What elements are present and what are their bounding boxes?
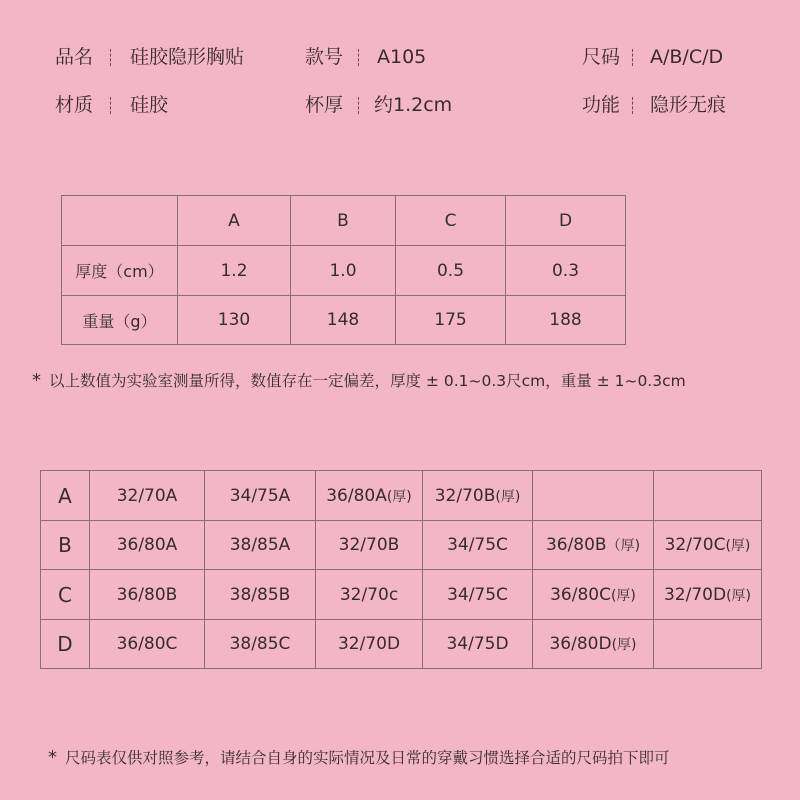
size-cell <box>654 620 762 669</box>
size-row-b <box>41 521 762 570</box>
spec-column-header: B <box>291 196 396 246</box>
measurement-note-text: 以上数值为实验室测量所得，数值存在一定偏差，厚度 ± 0.1~0.3尺cm，重量 ± 1~0.3cm <box>49 372 686 390</box>
size-cell: 34/75C <box>423 521 533 570</box>
size-cell: 32/70B(厚) <box>423 471 533 521</box>
size-cell: 38/85C <box>205 620 316 669</box>
info-value-name: 硅胶隐形胸贴 <box>130 46 245 68</box>
size-row-a <box>41 471 762 521</box>
spec-table <box>61 195 626 345</box>
spec-cell: 0.3 <box>506 246 626 296</box>
size-cell: 38/85B <box>205 570 316 620</box>
spec-corner-cell <box>62 196 178 246</box>
size-cell: 36/80A(厚) <box>316 471 423 521</box>
info-label-style: 款号 <box>305 46 344 68</box>
size-cell: 32/70c <box>316 570 423 620</box>
divider <box>358 49 359 66</box>
asterisk-icon: * <box>48 747 57 768</box>
spec-row-label: 厚度（cm） <box>62 246 178 296</box>
spec-cell: 148 <box>291 296 396 345</box>
measurement-note <box>32 371 686 391</box>
size-cell: 32/70D <box>316 620 423 669</box>
spec-cell: 175 <box>396 296 506 345</box>
info-label-material: 材质 <box>55 94 94 116</box>
size-cell: 32/70C(厚) <box>654 521 762 570</box>
info-value-material: 硅胶 <box>130 94 169 116</box>
spec-cell: 188 <box>506 296 626 345</box>
cup-label: B <box>41 521 90 570</box>
divider <box>632 49 633 66</box>
info-label-function: 功能 <box>582 94 621 116</box>
divider <box>110 97 111 114</box>
size-cell: 34/75A <box>205 471 316 521</box>
info-row-2 <box>0 90 800 120</box>
spec-header-row <box>62 196 626 246</box>
size-table <box>40 470 762 669</box>
size-cell: 32/70D(厚) <box>654 570 762 620</box>
size-cell: 34/75C <box>423 570 533 620</box>
divider <box>358 97 359 114</box>
cup-label: A <box>41 471 90 521</box>
size-chart-note <box>48 748 670 768</box>
spec-cell: 130 <box>178 296 291 345</box>
info-label-name: 品名 <box>55 46 94 68</box>
spec-column-header: D <box>506 196 626 246</box>
size-cell: 32/70B <box>316 521 423 570</box>
cup-label: C <box>41 570 90 620</box>
size-row-c <box>41 570 762 620</box>
size-cell <box>654 471 762 521</box>
divider <box>632 97 633 114</box>
asterisk-icon: * <box>32 370 41 391</box>
info-value-cup-thickness: 约1.2cm <box>374 94 453 116</box>
cup-label: D <box>41 620 90 669</box>
size-cell: 36/80D(厚) <box>533 620 654 669</box>
size-cell: 38/85A <box>205 521 316 570</box>
spec-column-header: A <box>178 196 291 246</box>
info-row-1 <box>0 42 800 72</box>
spec-row-thickness <box>62 246 626 296</box>
spec-cell: 1.2 <box>178 246 291 296</box>
info-value-function: 隐形无痕 <box>650 94 727 116</box>
size-cell: 32/70A <box>90 471 205 521</box>
spec-column-header: C <box>396 196 506 246</box>
info-value-style: A105 <box>377 46 427 68</box>
spec-cell: 1.0 <box>291 246 396 296</box>
size-cell: 36/80B（厚) <box>533 521 654 570</box>
size-cell: 34/75D <box>423 620 533 669</box>
size-cell: 36/80A <box>90 521 205 570</box>
size-cell: 36/80C <box>90 620 205 669</box>
info-value-size: A/B/C/D <box>650 46 724 68</box>
size-cell: 36/80B <box>90 570 205 620</box>
size-row-d <box>41 620 762 669</box>
info-label-cup-thickness: 杯厚 <box>305 94 344 116</box>
divider <box>110 49 111 66</box>
size-chart-note-text: 尺码表仅供对照参考，请结合自身的实际情况及日常的穿戴习惯选择合适的尺码拍下即可 <box>65 749 670 767</box>
info-label-size: 尺码 <box>582 46 621 68</box>
spec-cell: 0.5 <box>396 246 506 296</box>
size-cell <box>533 471 654 521</box>
size-cell: 36/80C(厚) <box>533 570 654 620</box>
spec-row-weight <box>62 296 626 345</box>
spec-row-label: 重量（g） <box>62 296 178 345</box>
